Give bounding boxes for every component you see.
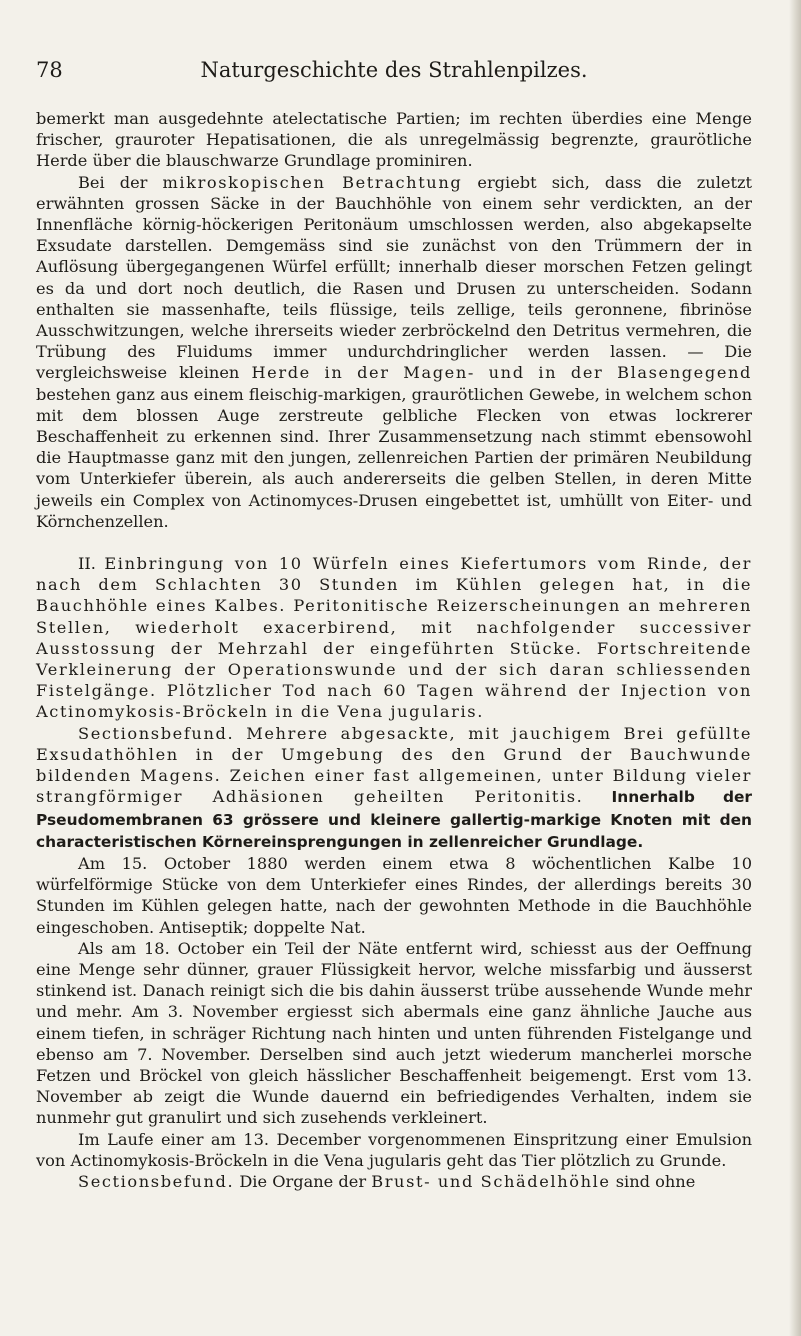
emphasized-text: Sectionsbefund. Mehrere abgesackte, mit jauchigem Brei gefüllte Exsudathöhlen in der Umgebung des den Grund der Bauchwunde bildenden Magens. Zeichen einer fast allgemeinen, unter Bildung vieler strangförmiger Adhäsionen geheilten Peritonitis. <box>36 723 752 807</box>
paragraph <box>36 172 752 532</box>
paragraph-text: Im Laufe einer am 13. December vorgenommenen Einspritzung einer Emulsion von Actinomykosis-Bröckeln in die Vena jugularis geht das Tier plötzlich zu Grunde. <box>36 1129 752 1170</box>
text-run: sind ohne <box>610 1171 696 1191</box>
paragraph <box>36 1129 752 1171</box>
page-number: 78 <box>36 58 63 82</box>
page-body <box>36 108 752 1192</box>
paragraph-text: bemerkt man ausgedehnte atelectatische Partien; im rechten überdies eine Menge frischer, grauroter Hepatisationen, die als unregelmässig begrenzte, graurötliche Herde über die blauschwarze Grundlage prominiren. <box>36 109 752 171</box>
emphasized-text: Einbringung von 10 Würfeln eines Kiefertumors vom Rinde, der nach dem Schlachten 30 Stunden im Kühlen gelegen hat, in die Bauchhöhle eines Kalbes. Peritonitische Reizerscheinungen an mehreren Stellen, wiederholt exacerbirend, mit nachfolgender successiver Ausstossung der Mehrzahl der eingeführten Stücke. Fortschreitende Verkleinerung der Operationswunde und der sich daran schliessenden Fistelgänge. Plötzlicher Tod nach 60 Tagen während der Injection von Actinomykosis-Bröckeln in die Vena jugularis. <box>36 554 752 722</box>
running-title: Naturgeschichte des Strahlenpilzes. <box>200 58 588 82</box>
section-findings <box>36 723 752 853</box>
emphasized-text: Brust- und Schädelhöhle <box>371 1171 611 1191</box>
section-number: II. <box>78 554 105 574</box>
bold-text: Innerhalb der Pseudomembranen 63 grössere und kleinere gallertig-markige Knoten mit den characteristischen Körnereinsprengungen in zellenreicher Grundlage. <box>36 788 752 851</box>
paragraph <box>36 853 752 938</box>
experiment-summary <box>36 553 752 723</box>
paragraph <box>36 938 752 1129</box>
emphasized-text: Sectionsbefund. <box>78 1171 235 1191</box>
text-run: ergiebt sich, dass die zuletzt erwähnten grossen Säcke in der Bauchhöhle von einem sehr verdickten, an der Innenfläche körnig-höckerigen Peritonäum umschlossen werden, also abgekapselte Exsudate darstellen. Demgemäss sind sie zunächst von den Trümmern der in Auflösung übergegangenen Würfel erfüllt; innerhalb dieser morschen Fetzen gelingt es da und dort noch deutlich, die Rasen und Drusen zu unterscheiden. Sodann enthalten sie massenhafte, teils flüssige, teils zellige, teils geronnene, fibrinöse Ausschwitzungen, welche ihrerseits wieder zerbröckelnd den Detritus vermehren, die Trübung des Fluidums immer undurchdringlicher werden lassen. — Die vergleichsweise kleinen <box>36 172 753 383</box>
text-run: Bei der <box>78 172 163 192</box>
emphasized-text: mikroskopischen Betrachtung <box>162 172 463 192</box>
page-edge <box>789 0 801 1336</box>
text-run: bestehen ganz aus einem fleischig-markigen, graurötlichen Gewebe, in welchem schon mit dem blossen Auge zerstreute gelbliche Flecken von etwas lockrerer Beschaffenheit zu erkennen sind. Ihrer Zusammensetzung nach stimmt ebensowohl die Hauptmasse ganz mit den jungen, zellenreichen Partien der primären Neubildung vom Unterkiefer überein, als auch andererseits die gelben Stellen, in deren Mitte jeweils ein Complex von Actinomyces-Drusen eingebettet ist, umhüllt von Eiter- und Körnchenzellen. <box>36 384 752 531</box>
paragraph <box>36 1171 752 1192</box>
section-gap <box>36 532 752 553</box>
paragraph <box>36 108 752 172</box>
paragraph-text: Am 15. October 1880 werden einem etwa 8 wöchentlichen Kalbe 10 würfelförmige Stücke von dem Unterkiefer eines Rindes, der allerdings bereits 30 Stunden im Kühlen gelegen hatte, nach der gewohnten Methode in die Bauchhöhle eingeschoben. Antiseptik; doppelte Nat. <box>36 853 752 937</box>
emphasized-text: Herde in der Magen- und in der Blasengegend <box>251 363 752 383</box>
page-header <box>36 58 752 98</box>
text-run: Die Organe der <box>234 1171 372 1191</box>
paragraph-text: Als am 18. October ein Teil der Näte entfernt wird, schiesst aus der Oeffnung eine Menge sehr dünner, grauer Flüssigkeit hervor, welche missfarbig und äusserst stinkend ist. Danach reinigt sich die bis dahin äusserst trübe aussehende Wunde mehr und mehr. Am 3. November ergiesst sich abermals eine ganz ähnliche Jauche aus einem tiefen, in schräger Richtung nach hinten und unten führenden Fistelgange und ebenso am 7. November. Derselben sind auch jetzt wiederum mancherlei morsche Fetzen und Bröckel von gleich hässlicher Beschaffenheit beigemengt. Erst vom 13. November ab zeigt die Wunde dauernd ein befriedigendes Verhalten, indem sie nunmehr gut granulirt und sich zusehends verkleinert. <box>36 938 752 1128</box>
